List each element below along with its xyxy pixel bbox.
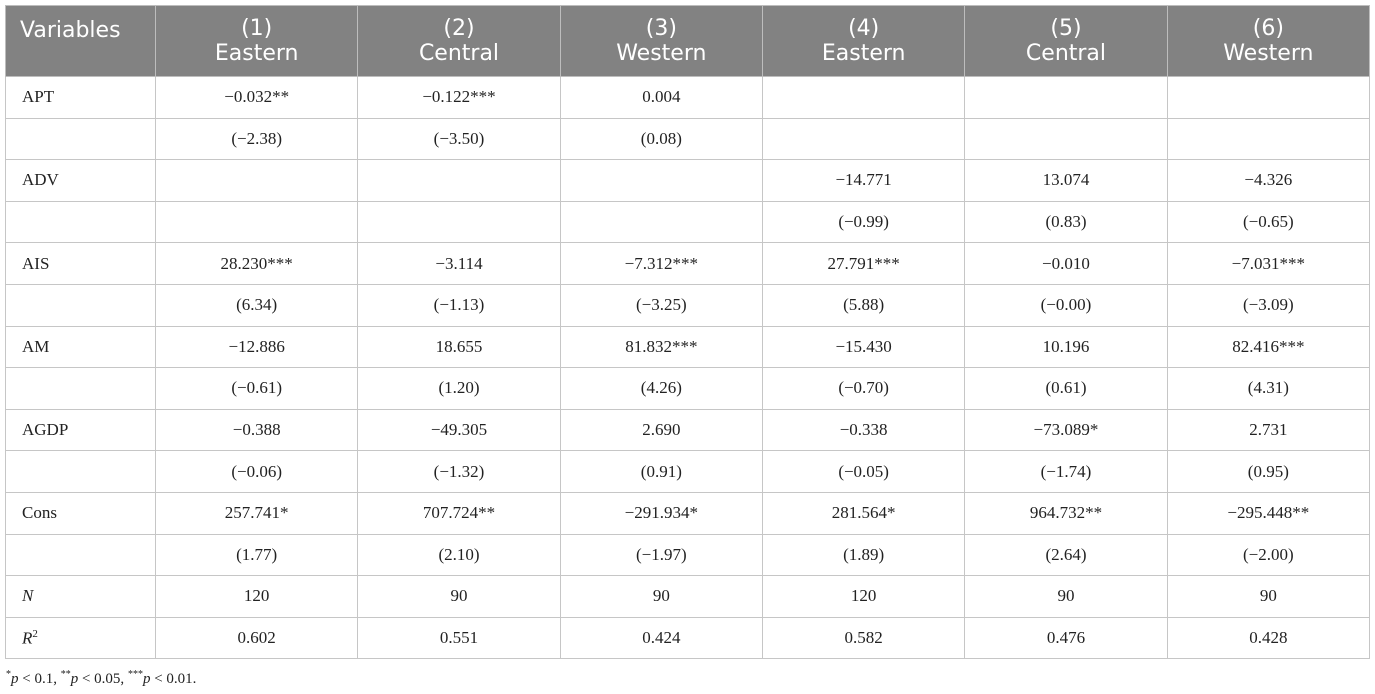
variable-cell <box>6 534 156 576</box>
value-cell: −291.934* <box>560 492 762 534</box>
value-cell: −12.886 <box>156 326 358 368</box>
value-cell: (−0.00) <box>965 284 1167 326</box>
value-cell: (1.20) <box>358 368 560 410</box>
value-cell: 90 <box>1167 576 1369 618</box>
variable-cell <box>6 201 156 243</box>
value-cell: −4.326 <box>1167 160 1369 202</box>
value-cell: 0.582 <box>762 617 964 659</box>
value-cell: (2.10) <box>358 534 560 576</box>
value-cell: (−0.61) <box>156 368 358 410</box>
table-row <box>6 326 1370 368</box>
value-cell: 90 <box>965 576 1167 618</box>
value-cell: (0.61) <box>965 368 1167 410</box>
value-cell <box>560 201 762 243</box>
variable-cell: APT <box>6 77 156 119</box>
value-cell: 964.732** <box>965 492 1167 534</box>
value-cell <box>156 160 358 202</box>
value-cell: −7.031*** <box>1167 243 1369 285</box>
value-cell: (−0.99) <box>762 201 964 243</box>
value-cell: −7.312*** <box>560 243 762 285</box>
value-cell <box>1167 118 1369 160</box>
column-region: Western <box>616 41 707 66</box>
variable-cell <box>6 451 156 493</box>
value-cell: (0.83) <box>965 201 1167 243</box>
value-cell: 13.074 <box>965 160 1167 202</box>
table-row <box>6 368 1370 410</box>
value-cell: (−2.00) <box>1167 534 1369 576</box>
value-cell: −15.430 <box>762 326 964 368</box>
value-cell: (−0.05) <box>762 451 964 493</box>
table-row <box>6 243 1370 285</box>
value-cell: (−1.97) <box>560 534 762 576</box>
value-cell: 82.416*** <box>1167 326 1369 368</box>
value-cell: (4.31) <box>1167 368 1369 410</box>
variable-cell: ADV <box>6 160 156 202</box>
value-cell: (4.26) <box>560 368 762 410</box>
value-cell: −73.089* <box>965 409 1167 451</box>
variable-cell: AGDP <box>6 409 156 451</box>
column-header-1 <box>156 6 358 77</box>
value-cell: 281.564* <box>762 492 964 534</box>
value-cell: 2.731 <box>1167 409 1369 451</box>
value-cell: (−3.25) <box>560 284 762 326</box>
value-cell: (−0.65) <box>1167 201 1369 243</box>
variable-cell <box>6 118 156 160</box>
value-cell: 18.655 <box>358 326 560 368</box>
variable-cell: $R^2$ <box>6 617 156 659</box>
variable-cell: AIS <box>6 243 156 285</box>
table-row <box>6 534 1370 576</box>
table-row <box>6 284 1370 326</box>
value-cell: (−1.32) <box>358 451 560 493</box>
value-cell: (5.88) <box>762 284 964 326</box>
variable-cell: AM <box>6 326 156 368</box>
value-cell: (−1.13) <box>358 284 560 326</box>
value-cell: −0.010 <box>965 243 1167 285</box>
table-row <box>6 492 1370 534</box>
value-cell: 707.724** <box>358 492 560 534</box>
value-cell: (0.08) <box>560 118 762 160</box>
column-header-6 <box>1167 6 1369 77</box>
table-row <box>6 201 1370 243</box>
value-cell <box>560 160 762 202</box>
value-cell: (−0.70) <box>762 368 964 410</box>
variable-cell <box>6 284 156 326</box>
value-cell: −14.771 <box>762 160 964 202</box>
value-cell: (1.77) <box>156 534 358 576</box>
column-number: (1) <box>241 16 273 41</box>
value-cell: −0.388 <box>156 409 358 451</box>
significance-footnote: *p < 0.1, **p < 0.05, ***p < 0.01. <box>6 669 197 687</box>
value-cell: −0.338 <box>762 409 964 451</box>
value-cell <box>965 77 1167 119</box>
column-region: Central <box>1025 41 1107 66</box>
value-cell: (0.91) <box>560 451 762 493</box>
variable-cell: N <box>6 576 156 618</box>
value-cell <box>156 201 358 243</box>
value-cell: (−3.50) <box>358 118 560 160</box>
value-cell <box>965 118 1167 160</box>
value-cell: 10.196 <box>965 326 1167 368</box>
value-cell: 2.690 <box>560 409 762 451</box>
value-cell: (2.64) <box>965 534 1167 576</box>
regression-table <box>5 5 1370 659</box>
column-header-5 <box>965 6 1167 77</box>
value-cell <box>1167 77 1369 119</box>
column-region: Western <box>1223 41 1314 66</box>
variable-cell <box>6 368 156 410</box>
value-cell <box>762 118 964 160</box>
value-cell: 120 <box>156 576 358 618</box>
column-region: Central <box>418 41 500 66</box>
column-number: (5) <box>1050 16 1082 41</box>
value-cell: 81.832*** <box>560 326 762 368</box>
value-cell <box>358 160 560 202</box>
column-region: Eastern <box>821 41 906 66</box>
variable-cell: Cons <box>6 492 156 534</box>
table-row <box>6 576 1370 618</box>
value-cell: −3.114 <box>358 243 560 285</box>
value-cell: (6.34) <box>156 284 358 326</box>
column-number: (3) <box>645 16 677 41</box>
table-row <box>6 617 1370 659</box>
table-row <box>6 118 1370 160</box>
table-row <box>6 409 1370 451</box>
value-cell: 0.551 <box>358 617 560 659</box>
value-cell: (−2.38) <box>156 118 358 160</box>
value-cell: −49.305 <box>358 409 560 451</box>
value-cell: 27.791*** <box>762 243 964 285</box>
value-cell: 0.602 <box>156 617 358 659</box>
table-row <box>6 77 1370 119</box>
value-cell: 90 <box>560 576 762 618</box>
value-cell: 257.741* <box>156 492 358 534</box>
column-region: Eastern <box>214 41 299 66</box>
value-cell: (1.89) <box>762 534 964 576</box>
table-row <box>6 451 1370 493</box>
variables-header: Variables <box>6 6 156 77</box>
value-cell: (0.95) <box>1167 451 1369 493</box>
value-cell: 0.428 <box>1167 617 1369 659</box>
value-cell: 0.424 <box>560 617 762 659</box>
header-row <box>6 6 1370 77</box>
value-cell: 120 <box>762 576 964 618</box>
value-cell: −0.032** <box>156 77 358 119</box>
value-cell: 0.004 <box>560 77 762 119</box>
value-cell <box>762 77 964 119</box>
value-cell: (−0.06) <box>156 451 358 493</box>
column-number: (6) <box>1252 16 1284 41</box>
value-cell: 90 <box>358 576 560 618</box>
value-cell: 28.230*** <box>156 243 358 285</box>
value-cell: 0.476 <box>965 617 1167 659</box>
value-cell: (−3.09) <box>1167 284 1369 326</box>
value-cell: (−1.74) <box>965 451 1167 493</box>
column-header-2 <box>358 6 560 77</box>
column-number: (2) <box>443 16 475 41</box>
column-header-3 <box>560 6 762 77</box>
value-cell: −295.448** <box>1167 492 1369 534</box>
column-number: (4) <box>848 16 880 41</box>
column-header-4 <box>762 6 964 77</box>
value-cell <box>358 201 560 243</box>
value-cell: −0.122*** <box>358 77 560 119</box>
table-body <box>6 77 1370 659</box>
table-row <box>6 160 1370 202</box>
